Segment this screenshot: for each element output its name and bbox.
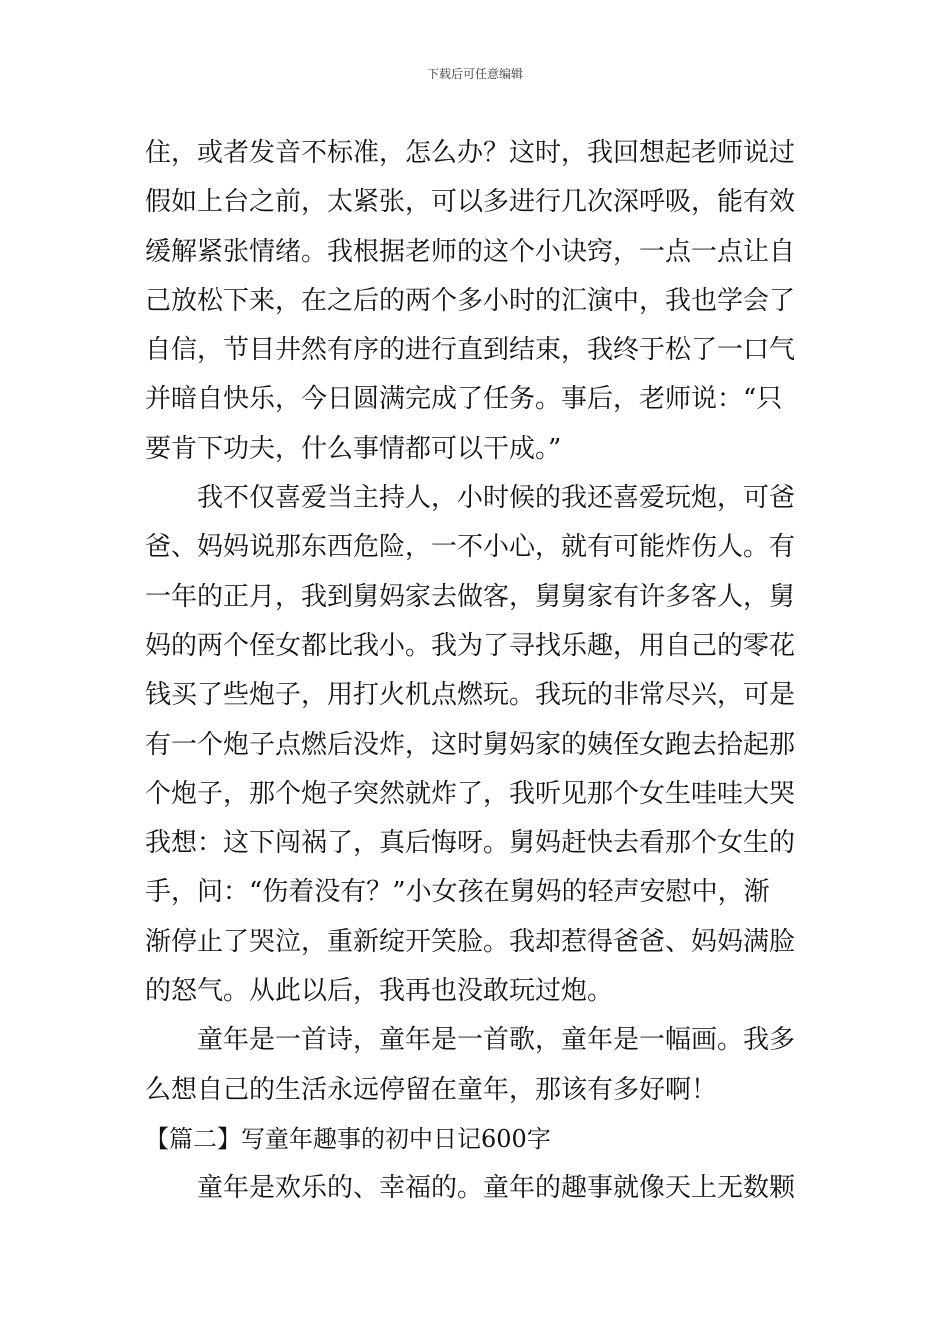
- paragraph-start-line: 童年是欢乐的、幸福的。童年的趣事就像天上无数颗: [197, 1173, 796, 1204]
- text-line: 妈的两个侄女都比我小。我为了寻找乐趣，用自己的零花: [145, 630, 796, 661]
- text-line: 个炮子，那个炮子突然就炸了，我听见那个女生哇哇大哭: [145, 778, 796, 809]
- text-line: 我想：这下闯祸了，真后悔呀。舅妈赶快去看那个女生的: [145, 828, 796, 859]
- text-line: 住，或者发音不标准，怎么办？这时，我回想起老师说过: [145, 138, 796, 168]
- text-line: 一年的正月，我到舅妈家去做客，舅舅家有许多客人，舅: [145, 581, 796, 612]
- text-line: 的怒气。从此以后，我再也没敢玩过炮。: [145, 976, 614, 1007]
- section-heading: 【篇二】写童年趣事的初中日记600字: [145, 1124, 551, 1153]
- text-line: 有一个炮子点燃后没炸，这时舅妈家的姨侄女跑去拾起那: [145, 729, 796, 760]
- paragraph-start-line: 我不仅喜爱当主持人，小时候的我还喜爱玩炮，可爸: [197, 483, 796, 514]
- text-line: 钱买了些炮子，用打火机点燃玩。我玩的非常尽兴，可是: [145, 680, 796, 711]
- text-line: 己放松下来，在之后的两个多小时的汇演中，我也学会了: [145, 285, 796, 316]
- text-line: 手，问：“伤着没有？”小女孩在舅妈的轻声安慰中，渐: [145, 877, 770, 908]
- page-header: 下载后可任意编辑: [426, 67, 523, 81]
- text-line: 假如上台之前，太紧张，可以多进行几次深呼吸，能有效: [145, 187, 796, 218]
- document-body: [145, 129, 810, 1214]
- text-line: 自信，节目井然有序的进行直到结束，我终于松了一口气: [145, 335, 796, 366]
- text-line: 缓解紧张情绪。我根据老师的这个小诀窍，一点一点让自: [145, 236, 796, 267]
- text-line: 么想自己的生活永远停留在童年，那该有多好啊！: [145, 1074, 718, 1105]
- text-line: 并暗自快乐，今日圆满完成了任务。事后，老师说：“只: [145, 384, 783, 415]
- text-line: 要肯下功夫，什么事情都可以干成。”: [145, 433, 562, 464]
- paragraph-start-line: 童年是一首诗，童年是一首歌，童年是一幅画。我多: [197, 1025, 796, 1056]
- text-line: 渐停止了哭泣，重新绽开笑脸。我却惹得爸爸、妈妈满脸: [145, 926, 796, 957]
- text-line: 爸、妈妈说那东西危险，一不小心，就有可能炸伤人。有: [145, 532, 796, 563]
